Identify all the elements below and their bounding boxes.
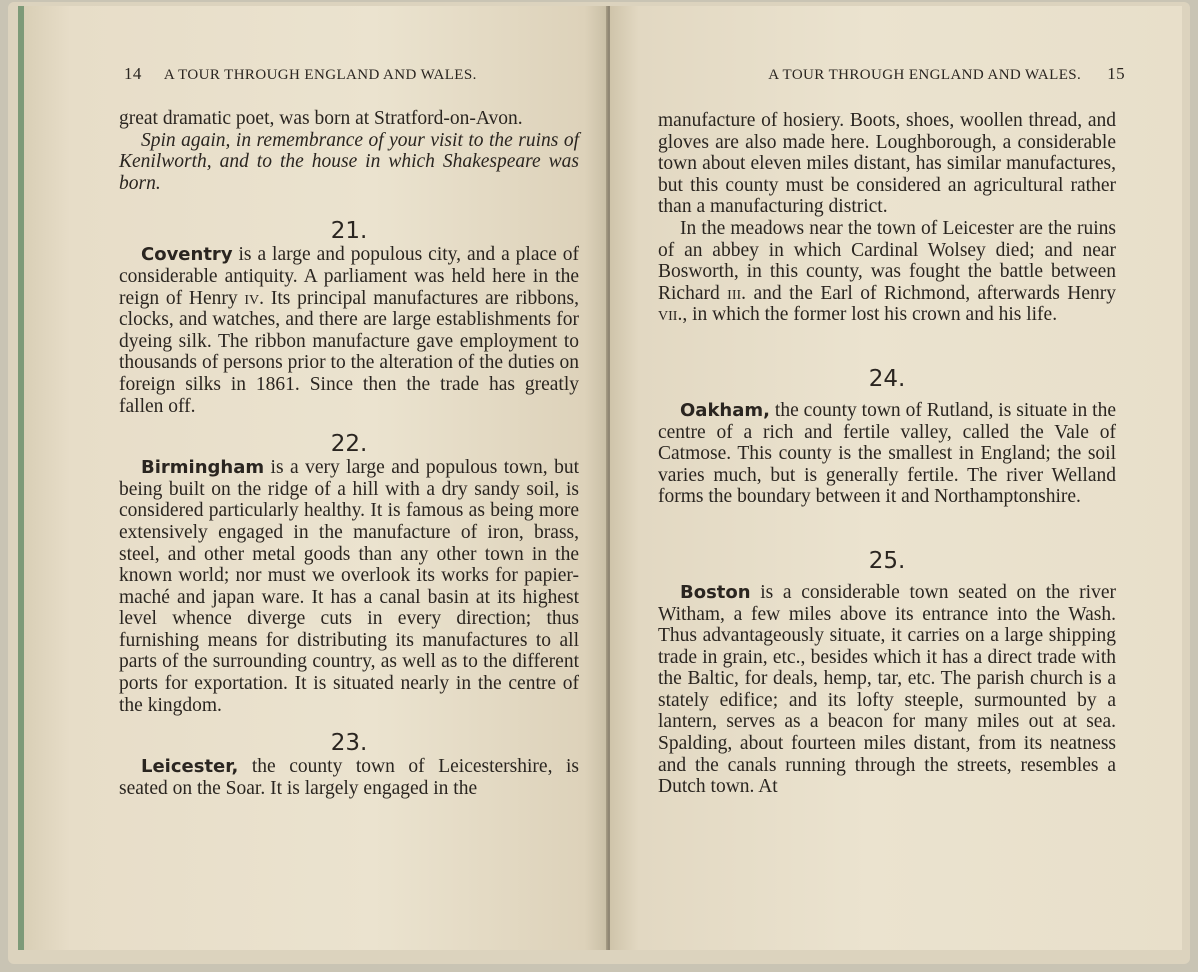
italic-note: Spin again, in remembrance of your visit to the ruins of Kenilworth, and to the house in which Shakespeare was born. — [119, 129, 579, 194]
section-22-lead: Birmingham — [141, 457, 265, 479]
left-page — [18, 6, 608, 950]
left-running-head: A TOUR THROUGH ENGLAND AND WALES. — [163, 67, 477, 83]
section-number-24: 24. — [868, 365, 906, 392]
section-23-paragraph: Leicester, the county town of Leicestershire, is seated on the Soar. It is largely engaged in the — [119, 756, 579, 799]
section-25-paragraph: Boston is a considerable town seated on the river Witham, a few miles above its entrance into the Wash. Thus advantageously situate, it carries on a large shipping trade in grain, etc., besides which it has a direct trade with the Baltic, for deals, hemp, tar, etc. The parish church is a stately edifice; and its lofty steeple, surmounted by a lantern, serves as a beacon for many miles out at sea. Spalding, about fourteen miles distant, from its neatness and the canals running through the streets, resembles a Dutch town. At — [658, 581, 1116, 798]
section-number-21: 21. — [330, 218, 368, 245]
section-24-lead: Oakham, — [680, 399, 770, 421]
open-book — [8, 2, 1190, 964]
section-number-25: 25. — [868, 547, 906, 574]
right-page-number: 15 — [1107, 64, 1125, 83]
right-running-head: A TOUR THROUGH ENGLAND AND WALES. — [768, 67, 1082, 83]
leicester-history-paragraph: In the meadows near the town of Leicester are the ruins of an abbey in which Cardinal Wolsey died; and near Bosworth, in this county, was fought the battle between Richard iii. and the Earl of Richmond, afterwards Henry vii., in which the former lost his crown and his life. — [658, 217, 1116, 326]
continuation-paragraph: manufacture of hosiery. Boots, shoes, woollen thread, and gloves are also made here. Loughborough, a considerable town about eleven miles distant, has similar manufactures, but this county must be considered an agricultural rather than a manufacturing district. — [658, 110, 1116, 218]
section-number-23: 23. — [330, 730, 368, 757]
section-22-paragraph: Birmingham is a very large and populous town, but being built on the ridge of a hill with a dry sandy soil, is considered particularly healthy. It is famous as being more extensively engaged in the manufacture of iron, brass, steel, and other metal goods than any other town in the known world; nor must we overlook its works for papier-maché and japan ware. It has a canal basin at its highest level whence diverge cuts in every direction; thus furnishing means for distributing its manufactures to all parts of the surrounding country, as well as to the different ports for exportation. It is situated nearly in the centre of the kingdom. — [119, 457, 579, 716]
section-21-paragraph: Coventry is a large and populous city, and a place of considerable antiquity. A parliament was held here in the reign of Henry iv. Its principal manufactures are ribbons, clocks, and watches, and there are large establishments for dyeing silk. The ribbon manufacture gave employment to thousands of persons prior to the alteration of the duties on foreign silks in 1861. Since then the trade has greatly fallen off. — [119, 244, 579, 417]
right-page — [610, 6, 1182, 950]
section-number-22: 22. — [330, 431, 368, 458]
right-running-header — [705, 64, 1125, 84]
left-page-body — [119, 108, 579, 799]
left-page-number: 14 — [124, 64, 142, 83]
right-page-body — [658, 110, 1116, 798]
opening-paragraph: great dramatic poet, was born at Stratford-on-Avon. — [119, 108, 523, 129]
section-24-paragraph: Oakham, the county town of Rutland, is situate in the centre of a rich and fertile valley, called the Vale of Catmose. This county is the smallest in England; the soil varies much, but is generally fertile. The river Welland forms the boundary between it and Northamptonshire. — [658, 399, 1116, 508]
section-25-lead: Boston — [680, 581, 751, 603]
section-23-lead: Leicester, — [141, 756, 239, 778]
left-running-header — [124, 64, 544, 84]
section-21-lead: Coventry — [141, 244, 233, 266]
